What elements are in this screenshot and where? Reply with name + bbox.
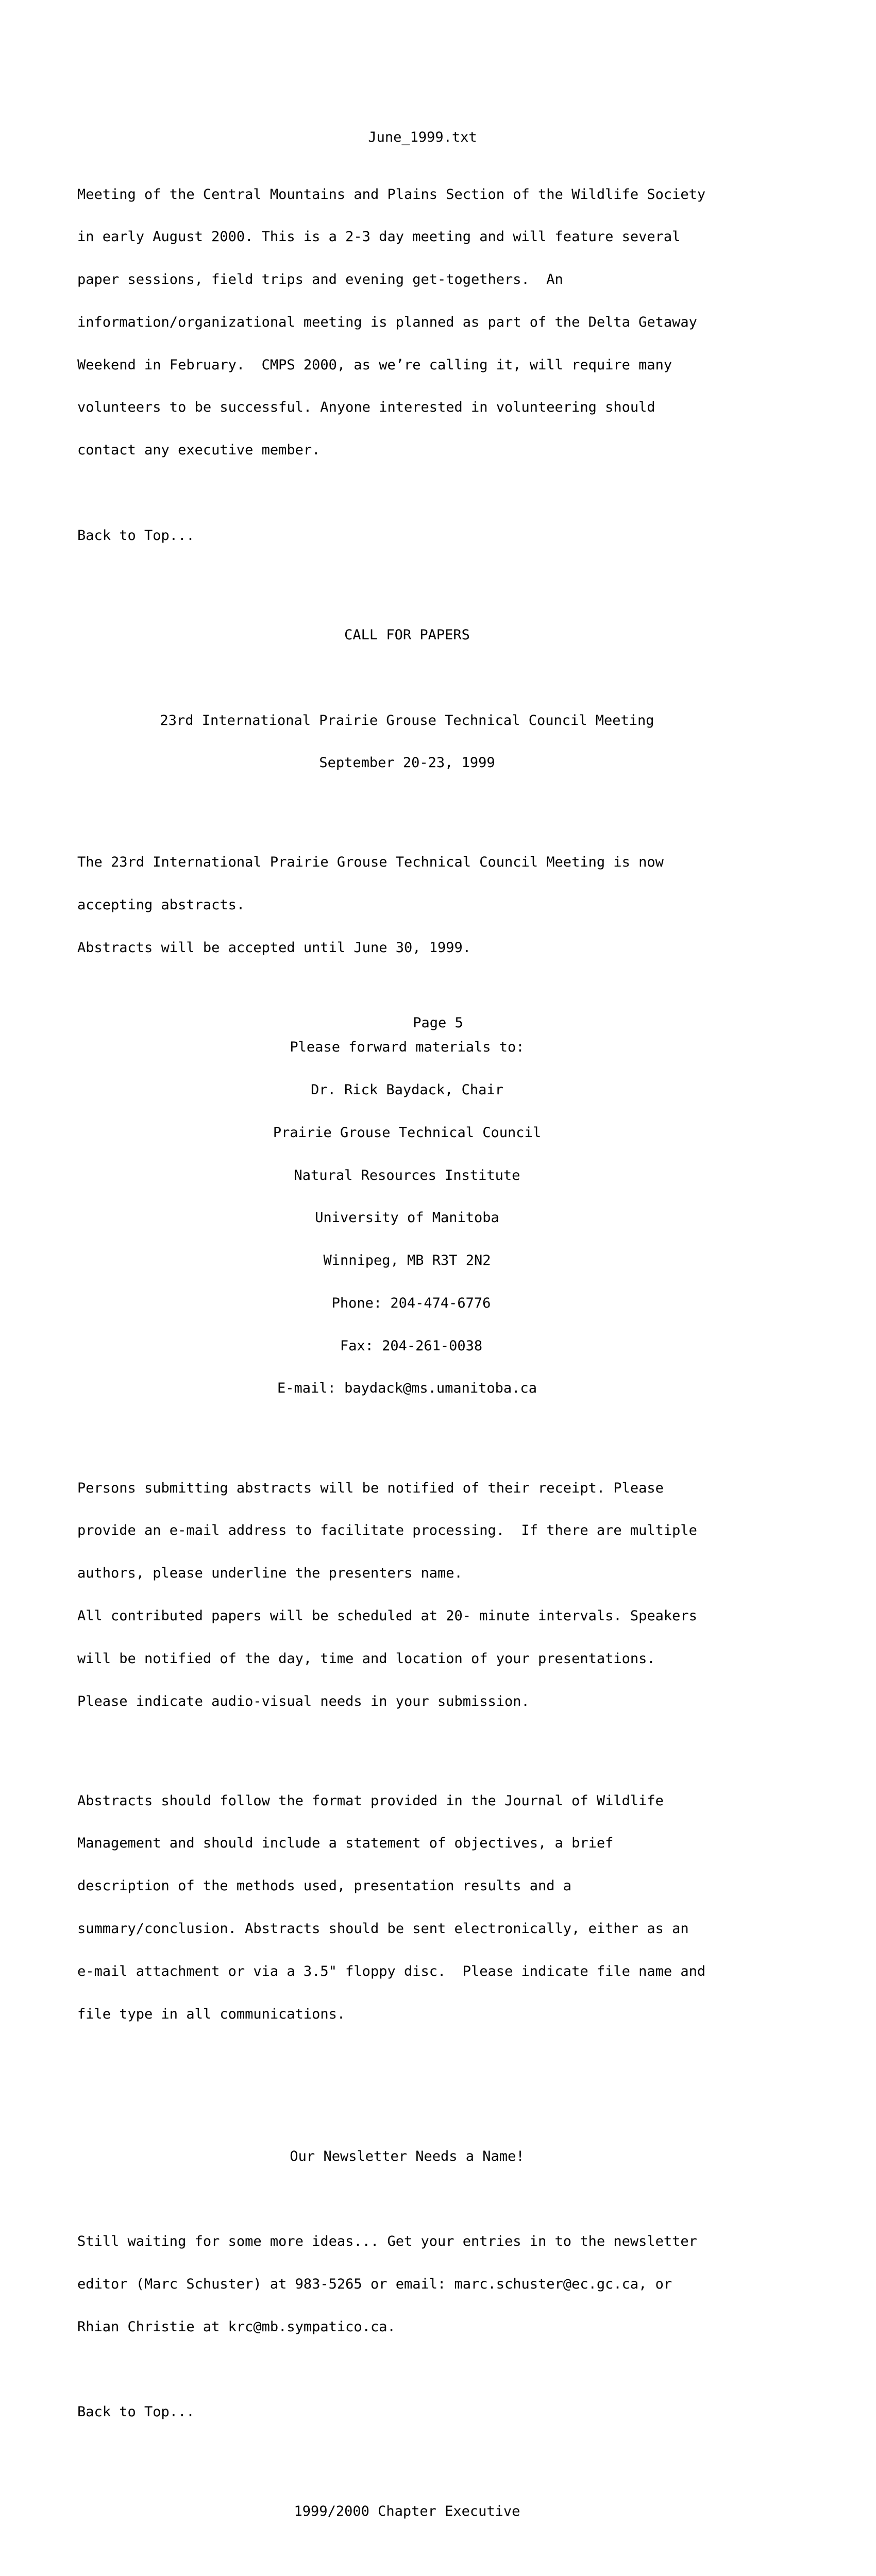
newsletter-line: Rhian Christie at krc@mb.sympatico.ca. [77,2318,396,2335]
call-for-papers-heading: CALL FOR PAPERS [344,626,470,643]
back-to-top-link[interactable]: Back to Top... [77,2404,195,2420]
address-line: Prairie Grouse Technical Council [273,1124,542,1141]
cfp-paragraph-line: provide an e-mail address to facilitate processing. If there are multiple [77,1522,697,1539]
address-line: Dr. Rick Baydack, Chair [311,1081,503,1098]
document-page [77,102,727,2576]
cfp-paragraph-line: file type in all communications. [77,2006,346,2022]
intro-line: volunteers to be successful. Anyone interested in volunteering should [77,399,655,416]
address-line: Winnipeg, MB R3T 2N2 [323,1252,491,1269]
intro-line: Weekend in February. CMPS 2000, as we’re calling it, will require many [77,357,672,373]
cfp-paragraph-line: will be notified of the day, time and location of your presentations. [77,1650,655,1667]
cfp-paragraph-line: e-mail attachment or via a 3.5" floppy disc. Please indicate file name and [77,1963,706,1979]
intro-line: in early August 2000. This is a 2-3 day meeting and will feature several [77,229,681,245]
address-fax: Fax: 204-261-0038 [340,1337,483,1354]
address-line: Please forward materials to: [290,1039,525,1056]
intro-line: contact any executive member. [77,442,321,459]
executive-heading: 1999/2000 Chapter Executive [294,2503,520,2520]
intro-line: Meeting of the Central Mountains and Plains Section of the Wildlife Society [77,186,706,202]
cfp-paragraph-line: All contributed papers will be scheduled at 20- minute intervals. Speakers [77,1607,697,1624]
cfp-paragraph-line: authors, please underline the presenters name. [77,1565,463,1582]
newsletter-line: Still waiting for some more ideas... Get your entries in to the newsletter [77,2233,697,2250]
cfp-paragraph-line: accepting abstracts. [77,897,245,913]
newsletter-line: editor (Marc Schuster) at 983-5265 or email: marc.schuster@ec.gc.ca, or [77,2276,672,2292]
cfp-paragraph-line: Please indicate audio-visual needs in your submission. [77,1693,530,1709]
page-number: Page 5 [413,1015,463,1031]
intro-line: paper sessions, field trips and evening get-togethers. An [77,272,563,288]
cfp-paragraph-line: description of the methods used, presentation results and a [77,1878,572,1894]
address-email[interactable]: E-mail: baydack@ms.umanitoba.ca [277,1380,537,1397]
event-title: 23rd International Prairie Grouse Technical Council Meeting [160,712,654,728]
cfp-paragraph-line: Management and should include a statement of objectives, a brief [77,1835,614,1852]
cfp-paragraph-line: summary/conclusion. Abstracts should be sent electronically, either as an [77,1921,689,1937]
cfp-paragraph-line: Abstracts should follow the format provided in the Journal of Wildlife [77,1792,664,1809]
address-line: Natural Resources Institute [294,1167,520,1183]
cfp-paragraph-line: Persons submitting abstracts will be notified of their receipt. Please [77,1480,664,1496]
cfp-paragraph-line: The 23rd International Prairie Grouse Technical Council Meeting is now [77,854,664,871]
cfp-paragraph-line: Abstracts will be accepted until June 30, 1999. [77,940,471,956]
event-dates: September 20-23, 1999 [319,755,495,771]
address-line: University of Manitoba [315,1210,499,1226]
address-phone: Phone: 204-474-6776 [331,1295,491,1311]
back-to-top-link[interactable]: Back to Top... [77,527,195,544]
intro-line: information/organizational meeting is planned as part of the Delta Getaway [77,314,697,330]
newsletter-heading: Our Newsletter Needs a Name! [290,2148,525,2164]
file-name-header: June_1999.txt [368,129,477,146]
